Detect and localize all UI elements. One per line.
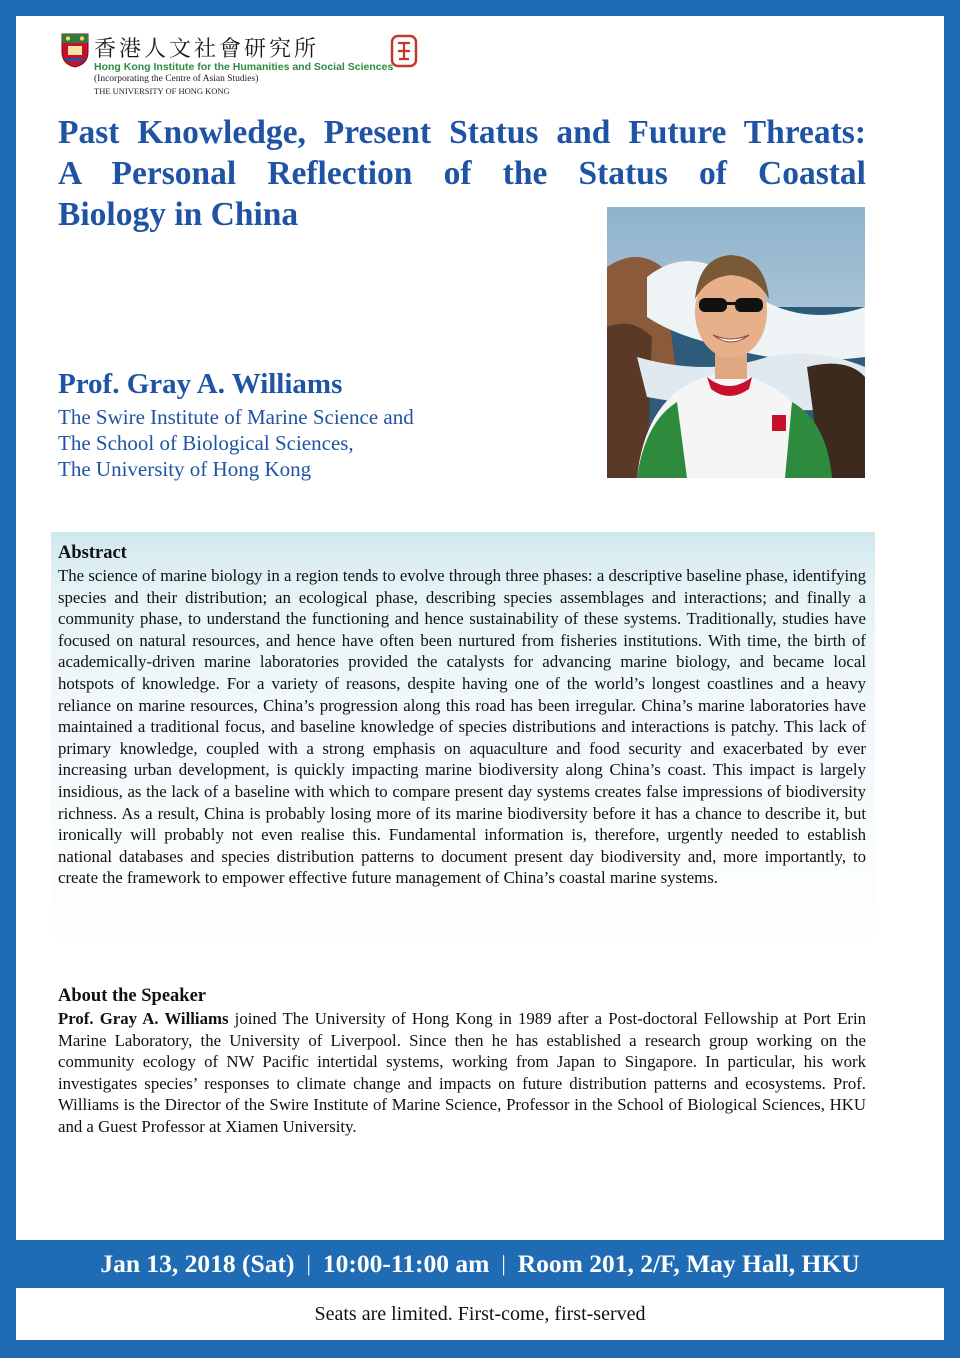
red-seal-icon [390,34,418,68]
about-speaker-text [58,1008,866,1138]
university-name: THE UNIVERSITY OF HONG KONG [94,86,230,96]
talk-title-line-1: Past Knowledge, Present Status and Future Threats: [58,114,866,151]
university-crest-icon [60,32,90,68]
talk-title-line-2: A Personal Reflection of the Status of Coastal [58,155,866,192]
event-date: Jan 13, 2018 (Sat) [100,1249,295,1278]
event-separator: | [501,1251,506,1276]
speaker-photo [607,207,865,478]
abstract-text: The science of marine biology in a region tends to evolve through three phases: a descriptive baseline phase, identifying species and their distribution; an ecological phase, describing species assemblages and interactions; and finally a community phase, to understand the functioning and hence sustainability of these systems. Traditionally, studies have focused on natural resources, and hence have often been nurtured from fisheries institutions. With time, the birth of academically-driven marine laboratories provided the catalysts for advancing marine biology, and became local hotspots of knowledge. For a variety of reasons, despite having one of the world’s longest coastlines and a heavy reliance on marine resources, China’s progression along this road has been irregular. China’s marine laboratories have maintained a traditional focus, and baseline knowledge of species distributions and interactions is patchy. This lack of primary knowledge, coupled with a strong emphasis on aquaculture and food security and exacerbated by ever increasing urban development, is quickly impacting marine biodiversity along China’s coast. This impact is largely insidious, as the lack of a baseline with which to compare present day systems creates false impressions of biodiversity richness. As a result, China is probably losing more of its marine biodiversity before it has a chance to describe it, but ironically will probably not even realise this. Fundamental information is, therefore, urgently needed to establish national databases and species distribution patterns to document present day biodiversity and, more importantly, to create the framework to empower effective future management of China’s coastal marine systems. [58,566,866,888]
talk-title-line-3: Biology in China [58,196,299,233]
seats-notice [16,1288,944,1340]
event-time: 10:00-11:00 am [322,1249,490,1278]
about-speaker-heading: About the Speaker [58,986,207,1006]
abstract-heading: Abstract [58,543,127,563]
event-details-bar [0,1240,960,1288]
event-venue: Room 201, 2/F, May Hall, HKU [517,1249,860,1278]
affiliation-line: The School of Biological Sciences, [58,431,354,455]
speaker-name: Prof. Gray A. Williams [58,368,343,400]
institute-logo [60,32,440,112]
institute-english-name: Hong Kong Institute for the Humanities and Social Sciences [94,61,394,73]
speaker-photo-illustration [607,207,865,478]
event-separator: | [306,1251,311,1276]
about-speaker-bio: joined The University of Hong Kong in 1989 after a Post-doctoral Fellowship at Port Erin Marine Laboratory, the University of Liverpool. Since then he has established a research group working on the community ecology of NW Pacific intertidal systems, working from Japan to Singapore. In particular, his work investigates species’ responses to climate change and impacts on future distribution patterns and ecosystems. Prof. Williams is the Director of the Swire Institute of Marine Science, Professor in the School of Biological Sciences, HKU and a Guest Professor at Xiamen University. [58,1009,866,1136]
institute-subtitle: (Incorporating the Centre of Asian Studies) [94,74,259,84]
affiliation-line: The Swire Institute of Marine Science and [58,405,414,429]
affiliation-line: The University of Hong Kong [58,457,312,481]
seats-notice-text: Seats are limited. First-come, first-served [314,1302,646,1325]
speaker-affiliation [58,404,414,482]
about-speaker-name: Prof. Gray A. Williams [58,1009,229,1028]
institute-chinese-name: 香港人文社會研究所 [94,37,320,62]
